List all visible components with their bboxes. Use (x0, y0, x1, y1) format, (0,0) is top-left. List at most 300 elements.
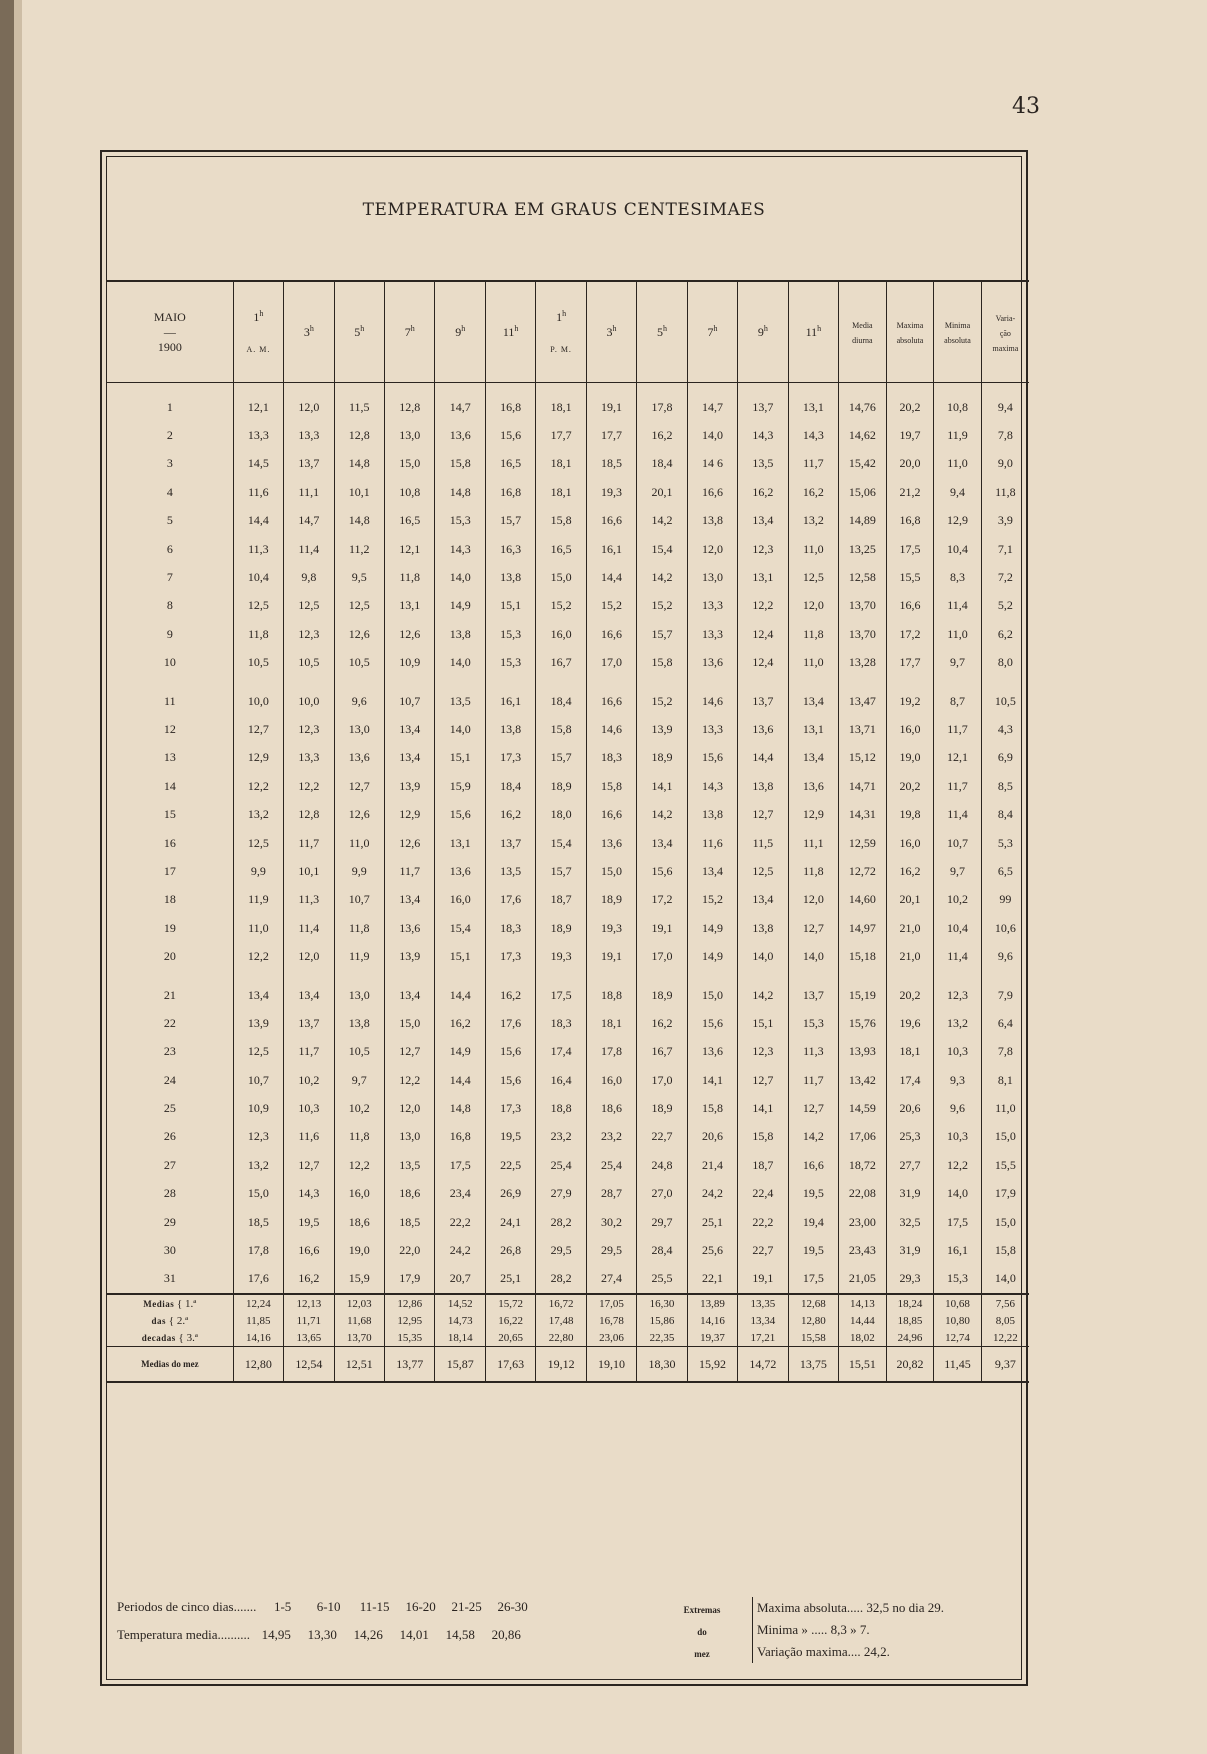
value-cell: 16,6 (284, 1236, 334, 1264)
value-cell: 20,2 (886, 772, 934, 800)
decade-label (107, 1294, 233, 1312)
header-line: ção (999, 328, 1011, 338)
value-cell: 21,0 (886, 942, 934, 970)
value-cell: 15,0 (233, 1180, 283, 1208)
value-cell: 12,7 (788, 1094, 838, 1122)
value-cell: 10,6 (981, 914, 1029, 942)
value-cell: 17,0 (637, 1066, 687, 1094)
value-cell: 13,42 (839, 1066, 887, 1094)
value-cell: 15,6 (485, 421, 535, 449)
day-cell: 15 (163, 807, 176, 822)
value-cell: 16,1 (586, 535, 636, 563)
decade-value: 13,65 (284, 1329, 334, 1347)
header-line: diurna (852, 336, 873, 345)
value-cell: 12,9 (788, 800, 838, 828)
value-cell: 15,76 (839, 1009, 887, 1037)
value-cell: 14,60 (839, 886, 887, 914)
value-cell: 10,4 (233, 563, 283, 591)
value-cell: 12,9 (233, 744, 283, 772)
hour-suffix: h (612, 324, 617, 333)
decade-value: 7,56 (981, 1294, 1029, 1312)
value-cell: 16,0 (586, 1066, 636, 1094)
value-cell: 13,25 (839, 535, 887, 563)
value-cell: 17,0 (637, 942, 687, 970)
value-cell: 14,1 (687, 1066, 737, 1094)
day-cell: 13 (163, 750, 176, 765)
value-cell: 13,6 (586, 829, 636, 857)
table-row (107, 687, 1029, 715)
value-cell: 12,3 (284, 620, 334, 648)
value-cell: 16,0 (886, 715, 934, 743)
table-frame (100, 150, 1028, 1686)
value-cell: 13,3 (284, 744, 334, 772)
day-cell: 9 (166, 626, 173, 641)
value-cell: 7,2 (981, 563, 1029, 591)
decade-value: 12,24 (233, 1294, 283, 1312)
value-cell: 22,1 (687, 1265, 737, 1294)
value-cell: 18,72 (839, 1151, 887, 1179)
value-cell: 12,1 (385, 535, 435, 563)
table-row (107, 592, 1029, 620)
value-cell: 19,0 (886, 744, 934, 772)
value-cell: 13,2 (233, 1151, 283, 1179)
value-cell: 12,9 (934, 507, 982, 535)
value-cell: 12,3 (934, 981, 982, 1009)
value-cell: 13,5 (485, 857, 535, 885)
value-cell: 10,0 (233, 687, 283, 715)
value-cell: 13,4 (385, 981, 435, 1009)
spacer-cell (981, 971, 1029, 981)
value-cell: 13,4 (738, 507, 788, 535)
value-cell: 10,4 (934, 535, 982, 563)
value-cell: 14,1 (637, 772, 687, 800)
value-cell: 8,3 (934, 563, 982, 591)
value-cell: 16,0 (536, 620, 586, 648)
table-row (107, 829, 1029, 857)
value-cell: 14,9 (687, 914, 737, 942)
day-cell: 21 (163, 987, 176, 1002)
decade-mean-row (107, 1294, 1029, 1312)
decade-value: 19,37 (687, 1329, 737, 1347)
value-cell: 32,5 (886, 1208, 934, 1236)
value-cell: 13,4 (738, 886, 788, 914)
period-range: 1-5 (273, 1599, 292, 1614)
period-month: MAIO (153, 309, 186, 324)
value-cell: 16,1 (934, 1236, 982, 1264)
value-cell: 11,7 (788, 1066, 838, 1094)
value-cell: 13,1 (788, 383, 838, 422)
value-cell: 10,7 (385, 687, 435, 715)
value-cell: 13,8 (435, 620, 485, 648)
decade-value: 24,96 (886, 1329, 934, 1347)
value-cell: 15,9 (435, 772, 485, 800)
value-cell: 26,9 (485, 1180, 535, 1208)
value-cell: 22,7 (738, 1236, 788, 1264)
decade-value: 23,06 (586, 1329, 636, 1347)
value-cell: 16,2 (284, 1265, 334, 1294)
value-cell: 3,9 (981, 507, 1029, 535)
value-cell: 14,59 (839, 1094, 887, 1122)
value-cell: 12,2 (233, 942, 283, 970)
value-cell: 16,2 (738, 478, 788, 506)
value-cell: 12,6 (385, 620, 435, 648)
decade-value: 14,13 (839, 1294, 887, 1312)
value-cell: 14,0 (435, 649, 485, 677)
value-cell: 15,3 (788, 1009, 838, 1037)
value-cell: 18,9 (637, 1094, 687, 1122)
value-cell: 12,6 (334, 620, 384, 648)
value-cell: 6,4 (981, 1009, 1029, 1037)
day-cell: 27 (163, 1157, 176, 1172)
value-cell: 15,2 (637, 592, 687, 620)
value-cell: 25,4 (536, 1151, 586, 1179)
value-cell: 15,1 (738, 1009, 788, 1037)
value-cell: 27,4 (586, 1265, 636, 1294)
day-cell: 3 (166, 456, 173, 471)
value-cell: 10,5 (233, 649, 283, 677)
period-range: 26-30 (497, 1599, 528, 1614)
spacer-cell (334, 677, 384, 687)
value-cell: 12,8 (385, 383, 435, 422)
spacer-cell (934, 971, 982, 981)
day-cell: 2 (166, 428, 173, 443)
value-cell: 15,8 (586, 772, 636, 800)
value-cell: 27,9 (536, 1180, 586, 1208)
period-range: 21-25 (451, 1599, 482, 1614)
value-cell: 26,8 (485, 1236, 535, 1264)
value-cell: 15,6 (687, 1009, 737, 1037)
value-cell: 14,0 (687, 421, 737, 449)
value-cell: 10,3 (934, 1038, 982, 1066)
decade-value: 12,80 (788, 1312, 838, 1329)
value-cell: 11,7 (934, 772, 982, 800)
decade-value: 12,03 (334, 1294, 384, 1312)
value-cell: 16,5 (385, 507, 435, 535)
value-cell: 11,8 (788, 620, 838, 648)
value-cell: 13,6 (435, 421, 485, 449)
value-cell: 18,6 (334, 1208, 384, 1236)
decade-label (107, 1329, 233, 1347)
decade-value: 12,74 (934, 1329, 982, 1347)
value-cell: 18,3 (536, 1009, 586, 1037)
value-cell: 13,7 (284, 1009, 334, 1037)
value-cell: 16,6 (886, 592, 934, 620)
value-cell: 29,5 (536, 1236, 586, 1264)
extremas-label (667, 1599, 737, 1665)
value-cell: 20,0 (886, 450, 934, 478)
hour-suffix: h (817, 324, 822, 333)
value-cell: 16,2 (485, 800, 535, 828)
value-cell: 15,4 (637, 535, 687, 563)
value-cell: 14,8 (435, 478, 485, 506)
value-cell: 14,0 (788, 942, 838, 970)
table-row (107, 1180, 1029, 1208)
value-cell: 13,0 (334, 715, 384, 743)
value-cell: 22,2 (435, 1208, 485, 1236)
value-cell: 10,2 (934, 886, 982, 914)
value-cell: 15,8 (738, 1123, 788, 1151)
variacao-maxima-header (981, 281, 1029, 383)
value-cell: 13,6 (687, 649, 737, 677)
value-cell: 11,3 (788, 1038, 838, 1066)
spacer-cell (107, 971, 233, 981)
value-cell: 27,0 (637, 1180, 687, 1208)
hour-header (738, 281, 788, 383)
value-cell: 15,2 (536, 592, 586, 620)
table-row (107, 535, 1029, 563)
spacer-cell (981, 677, 1029, 687)
value-cell: 14,2 (738, 981, 788, 1009)
value-cell: 29,7 (637, 1208, 687, 1236)
header-line: Minima (944, 321, 971, 330)
value-cell: 12,2 (738, 592, 788, 620)
value-cell: 18,3 (586, 744, 636, 772)
value-cell: 22,5 (485, 1151, 535, 1179)
decade-value: 15,35 (385, 1329, 435, 1347)
decade-value: 11,68 (334, 1312, 384, 1329)
value-cell: 16,0 (334, 1180, 384, 1208)
spacer-cell (536, 971, 586, 981)
header-line: absoluta (944, 336, 971, 345)
value-cell: 12,2 (284, 772, 334, 800)
value-cell: 17,8 (233, 1236, 283, 1264)
value-cell: 13,1 (738, 563, 788, 591)
hour-label: 9 (455, 325, 462, 339)
value-cell: 14,3 (788, 421, 838, 449)
decade-value: 14,73 (435, 1312, 485, 1329)
value-cell: 20,6 (886, 1094, 934, 1122)
value-cell: 18,3 (485, 914, 535, 942)
value-cell: 11,7 (788, 450, 838, 478)
value-cell: 13,9 (385, 772, 435, 800)
value-cell: 14,8 (334, 507, 384, 535)
value-cell: 11,7 (284, 829, 334, 857)
decade-value: 15,72 (485, 1294, 535, 1312)
value-cell: 19,5 (788, 1180, 838, 1208)
value-cell: 19,4 (788, 1208, 838, 1236)
value-cell: 14,0 (738, 942, 788, 970)
month-mean-row (107, 1347, 1029, 1383)
value-cell: 24,2 (435, 1236, 485, 1264)
table-row (107, 981, 1029, 1009)
value-cell: 17,0 (586, 649, 636, 677)
value-cell: 9,7 (934, 857, 982, 885)
value-cell: 18,9 (586, 886, 636, 914)
value-cell: 17,8 (637, 383, 687, 422)
value-cell: 14,0 (934, 1180, 982, 1208)
hour-header (334, 281, 384, 383)
value-cell: 11,2 (334, 535, 384, 563)
table-row (107, 478, 1029, 506)
value-cell: 16,3 (485, 535, 535, 563)
value-cell: 13,8 (738, 772, 788, 800)
value-cell: 11,0 (788, 535, 838, 563)
value-cell: 18,1 (886, 1038, 934, 1066)
page-binding-edge (0, 0, 14, 1754)
value-cell: 5,2 (981, 592, 1029, 620)
value-cell: 13,6 (788, 772, 838, 800)
table-row (107, 1208, 1029, 1236)
value-cell: 20,2 (886, 383, 934, 422)
value-cell: 13,5 (738, 450, 788, 478)
hour-suffix: h (461, 324, 466, 333)
period-dash: — (163, 324, 176, 339)
decade-value: 11,71 (284, 1312, 334, 1329)
value-cell: 15,6 (485, 1066, 535, 1094)
value-cell: 10,2 (334, 1094, 384, 1122)
value-cell: 13,0 (334, 981, 384, 1009)
decade-label-text: Medias (143, 1298, 178, 1309)
value-cell: 16,8 (485, 478, 535, 506)
extremas-label-line: Extremas (683, 1605, 721, 1615)
decade-value: 13,70 (334, 1329, 384, 1347)
value-cell: 18,1 (536, 478, 586, 506)
value-cell: 21,0 (886, 914, 934, 942)
value-cell: 16,0 (886, 829, 934, 857)
decade-value: 11,85 (233, 1312, 283, 1329)
month-mean-value: 12,51 (334, 1347, 384, 1383)
header-line: maxima (992, 343, 1019, 353)
value-cell: 19,0 (334, 1236, 384, 1264)
value-cell: 25,3 (886, 1123, 934, 1151)
extrema-min: Minima » ..... 8,3 » 7. (757, 1622, 870, 1637)
table-row (107, 942, 1029, 970)
period-temp: 14,95 (261, 1627, 291, 1642)
hour-header (536, 281, 586, 383)
value-cell: 19,3 (536, 942, 586, 970)
decade-label-text: decadas (141, 1332, 179, 1343)
value-cell: 10,5 (334, 1038, 384, 1066)
temp-media-label: Temperatura media.......... (117, 1627, 251, 1642)
decade-value: 17,05 (586, 1294, 636, 1312)
value-cell: 14,8 (334, 450, 384, 478)
value-cell: 7,9 (981, 981, 1029, 1009)
decade-value: 15,58 (788, 1329, 838, 1347)
day-cell: 14 (163, 778, 176, 793)
hour-suffix: h (360, 324, 365, 333)
value-cell: 12,6 (385, 829, 435, 857)
value-cell: 25,1 (687, 1208, 737, 1236)
value-cell: 17,9 (981, 1180, 1029, 1208)
header-line: Varia- (995, 313, 1016, 323)
value-cell: 18,0 (536, 800, 586, 828)
value-cell: 12,9 (385, 800, 435, 828)
value-cell: 31,9 (886, 1236, 934, 1264)
spacer-cell (934, 677, 982, 687)
value-cell: 12,3 (284, 715, 334, 743)
value-cell: 10,7 (334, 886, 384, 914)
value-cell: 12,8 (334, 421, 384, 449)
value-cell: 13,0 (385, 421, 435, 449)
decade-spacer (107, 971, 1029, 981)
minima-absoluta-header (934, 281, 982, 383)
value-cell: 14,3 (435, 535, 485, 563)
month-mean-value: 11,45 (934, 1347, 982, 1383)
value-cell: 15,6 (687, 744, 737, 772)
month-mean-value: 12,80 (233, 1347, 283, 1383)
spacer-cell (334, 971, 384, 981)
value-cell: 11,3 (233, 535, 283, 563)
table-row (107, 772, 1029, 800)
value-cell: 13,47 (839, 687, 887, 715)
period-range: 11-15 (359, 1599, 390, 1614)
value-cell: 11,6 (233, 478, 283, 506)
value-cell: 14,4 (233, 507, 283, 535)
value-cell: 9,4 (981, 383, 1029, 422)
value-cell: 23,43 (839, 1236, 887, 1264)
periods-row (117, 1599, 536, 1615)
value-cell: 11,5 (334, 383, 384, 422)
value-cell: 25,5 (637, 1265, 687, 1294)
spacer-cell (687, 971, 737, 981)
value-cell: 12,7 (385, 1038, 435, 1066)
value-cell: 12,3 (738, 535, 788, 563)
hour-header (586, 281, 636, 383)
value-cell: 12,3 (233, 1123, 283, 1151)
table-row (107, 1038, 1029, 1066)
value-cell: 19,6 (886, 1009, 934, 1037)
value-cell: 18,9 (637, 744, 687, 772)
decade-value: 12,68 (788, 1294, 838, 1312)
value-cell: 15,12 (839, 744, 887, 772)
decade-ordinal: { 1.ª (177, 1297, 197, 1310)
value-cell: 11,8 (788, 857, 838, 885)
value-cell: 16,8 (886, 507, 934, 535)
decade-value: 18,24 (886, 1294, 934, 1312)
spacer-cell (839, 677, 887, 687)
month-mean-label: Medias do mez (107, 1347, 233, 1383)
value-cell: 9,8 (284, 563, 334, 591)
value-cell: 18,5 (586, 450, 636, 478)
spacer-cell (435, 677, 485, 687)
value-cell: 17,5 (435, 1151, 485, 1179)
value-cell: 10,7 (233, 1066, 283, 1094)
value-cell: 9,3 (934, 1066, 982, 1094)
decade-value: 22,35 (637, 1329, 687, 1347)
value-cell: 9,6 (981, 942, 1029, 970)
value-cell: 17,4 (536, 1038, 586, 1066)
value-cell: 16,8 (435, 1123, 485, 1151)
value-cell: 16,2 (485, 981, 535, 1009)
value-cell: 11,9 (233, 886, 283, 914)
decade-value: 14,44 (839, 1312, 887, 1329)
value-cell: 12,5 (233, 829, 283, 857)
value-cell: 17,3 (485, 744, 535, 772)
value-cell: 14,7 (284, 507, 334, 535)
hour-header (233, 281, 283, 383)
value-cell: 10,3 (934, 1123, 982, 1151)
value-cell: 16,2 (886, 857, 934, 885)
value-cell: 16,2 (788, 478, 838, 506)
value-cell: 19,3 (586, 914, 636, 942)
value-cell: 12,5 (738, 857, 788, 885)
decade-value: 13,35 (738, 1294, 788, 1312)
value-cell: 14,3 (284, 1180, 334, 1208)
value-cell: 12,2 (334, 1151, 384, 1179)
value-cell: 15,7 (536, 744, 586, 772)
value-cell: 13,5 (435, 687, 485, 715)
value-cell: 24,8 (637, 1151, 687, 1179)
table-row (107, 1236, 1029, 1264)
hour-label: 7 (404, 325, 411, 339)
decade-mean-row (107, 1312, 1029, 1329)
value-cell: 12,4 (738, 620, 788, 648)
hour-label: 5 (657, 325, 663, 339)
value-cell: 12,59 (839, 829, 887, 857)
value-cell: 9,7 (934, 649, 982, 677)
value-cell: 12,1 (233, 383, 283, 422)
value-cell: 20,2 (886, 981, 934, 1009)
